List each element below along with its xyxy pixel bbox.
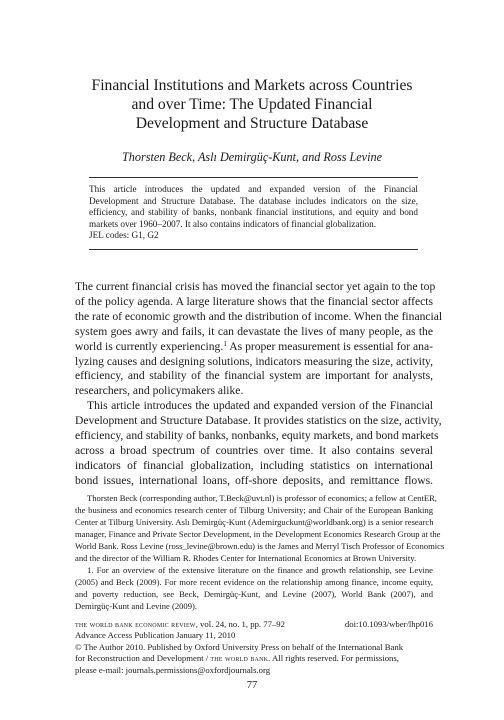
- permissions-email[interactable]: please e-mail: journals.permissions@oxfordjournals.org: [75, 664, 271, 675]
- body-line: the rate of economic growth and the distribution of income. When the financial: [75, 309, 443, 323]
- body-line: efficiency, and stability of banks, nonbanks, equity markets, and bond markets: [75, 429, 439, 443]
- body-line: lyzing causes and designing solutions, indicators measuring the size, activity,: [75, 354, 433, 368]
- body-line: of the policy agenda. A large literature shows that the financial sector affects: [75, 294, 433, 308]
- abstract-text: [89, 184, 418, 230]
- copyright-line: © The Author 2010. Published by Oxford University Press on behalf of the International Bank: [75, 641, 404, 652]
- body-text-span: world is currently experiencing.: [75, 339, 224, 353]
- publication-footer: [75, 619, 433, 676]
- article-title: [60, 76, 444, 133]
- footnote-marker[interactable]: 1: [223, 338, 227, 348]
- body-line: indicators of financial globalization, including statistics on international: [75, 458, 433, 472]
- abstract-line: Development and Structure Database. The database includes indicators on the size,: [89, 195, 418, 206]
- body-line: across a broad spectrum of countries over time. It also contains several: [75, 443, 433, 457]
- footnotes: [75, 492, 445, 612]
- advance-access: Advance Access Publication January 11, 2010: [75, 630, 236, 641]
- author-note-line: Thorsten Beck (corresponding author, T.Beck@uvt.nl) is professor of economics; a fellow at CentER,: [87, 493, 437, 503]
- rights-text: for Reconstruction and Development /: [75, 653, 211, 664]
- citation-row: [75, 619, 433, 630]
- body-line: The current financial crisis has moved the financial sector yet again to the top: [75, 280, 436, 293]
- rights-line: [75, 653, 433, 664]
- footnote-line: and poverty reduction, see Beck, Demirgüç-Kunt, and Levine (2007), World Bank (2007), and: [75, 589, 433, 599]
- body-line: [75, 340, 433, 355]
- title-line-2: and over Time: The Updated Financial: [131, 96, 373, 113]
- doi-link[interactable]: doi:10.1093/wber/lhp016: [344, 619, 433, 629]
- volume-info: , vol. 24, no. 1, pp. 77–92: [195, 619, 285, 629]
- abstract-line: This article introduces the updated and expanded version of the Financial: [89, 184, 418, 194]
- abstract: [89, 184, 418, 242]
- rights-text: . All rights reserved. For permissions,: [268, 653, 399, 664]
- journal-citation: [75, 619, 285, 630]
- title-line-1: Financial Institutions and Markets across Countries: [91, 77, 413, 94]
- footnote-line: 1. For an overview of the extensive literature on the finance and growth relationship, see Levine: [87, 565, 433, 575]
- title-line-3: Development and Structure Database: [135, 115, 369, 132]
- body-line: efficiency, and stability of the financial system are important for analysts,: [75, 369, 433, 383]
- author-note-line: the business and economics research center of Tilburg University; and Chair of the European Banking: [75, 505, 433, 515]
- abstract-line: markets over 1960–2007. It also contains indicators of financial globalization.: [89, 218, 377, 229]
- journal-name: the world bank economic review: [75, 619, 196, 629]
- author-note-line: World Bank. Ross Levine (ross_levine@brown.edu) is the James and Merryl Tisch Professor of Economics: [75, 541, 445, 551]
- footnote-line: (2005) and Beck (2009). For more recent evidence on the relationship among finance, income equity,: [75, 577, 433, 587]
- body-line: bond issues, international loans, off-shore deposits, and remittance flows.: [75, 473, 433, 487]
- author-list: Thorsten Beck, Aslı Demirgüç-Kunt, and Ross Levine: [122, 150, 382, 164]
- author-note-line: manager, Finance and Private Sector Development, in the Development Economics Research Group at the: [75, 529, 441, 539]
- author-note-line: Center at Tilburg University. Aslı Demirgüç-Kunt (Ademirguckunt@worldbank.org) is a senior research: [75, 517, 434, 527]
- body-line: Development and Structure Database. It provides statistics on the size, activity,: [75, 414, 442, 428]
- body-line: system goes awry and fails, it can devastate the lives of many people, as the: [75, 324, 433, 338]
- world-bank-name: the world bank: [210, 653, 269, 664]
- abstract-line: efficiency, and stability of banks, nonbank financial institutions, and equity and bond: [89, 207, 418, 218]
- footnote-line: Demirgüç-Kunt and Levine (2009).: [75, 601, 198, 611]
- body-text: [75, 280, 443, 489]
- body-line: This article introduces the updated and expanded version of the Financial: [87, 399, 433, 413]
- abstract-top-rule: [89, 177, 418, 178]
- author-note-line: and the director of the William R. Rhodes Center for International Economics at Brown University.: [75, 553, 417, 563]
- abstract-bottom-rule: [89, 249, 418, 250]
- page-number: 77: [246, 680, 258, 691]
- body-line: researchers, and policymakers alike.: [75, 384, 244, 398]
- jel-codes: JEL codes: G1, G2: [89, 230, 159, 241]
- body-text-span: As proper measurement is essential for ana-: [226, 339, 433, 353]
